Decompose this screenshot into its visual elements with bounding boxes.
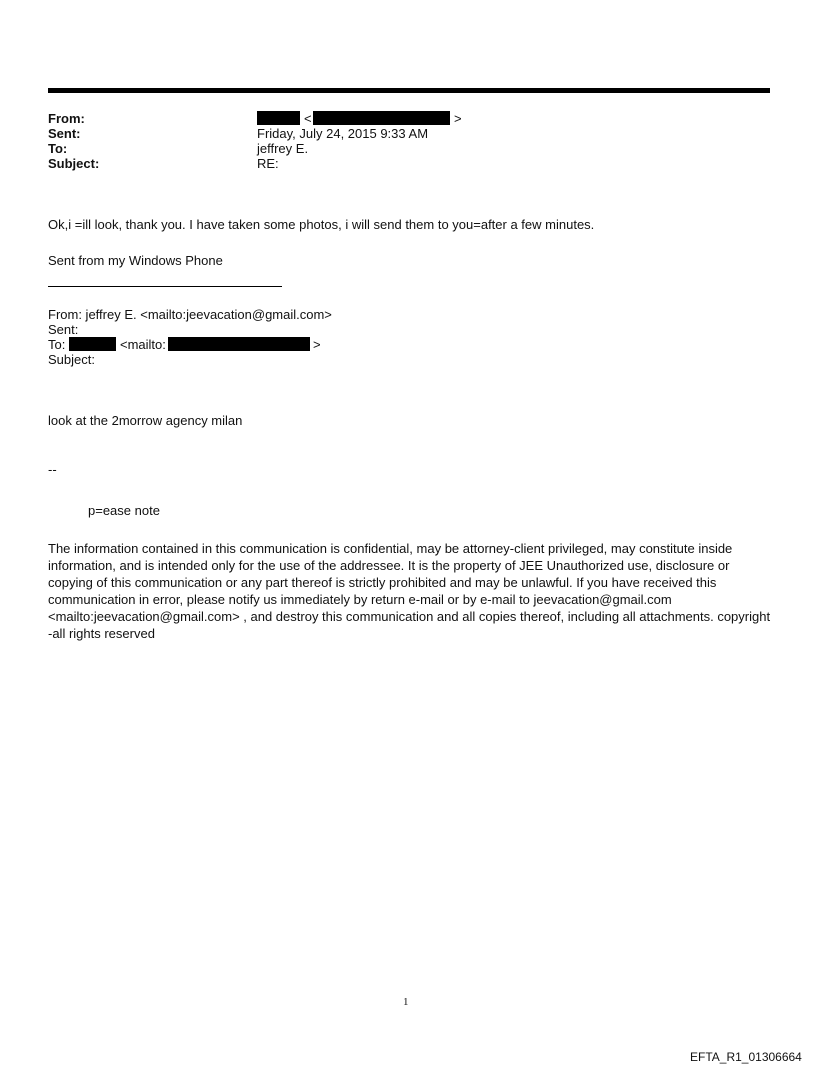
sent-label: Sent: [48,126,81,141]
disclaimer-text: The information contained in this communication is confidential, may be attorney-client privileged, may constitute inside information, and is intended only for the use of the addressee. It is the property of JEE Unauthorized use, disclosure or copying of this communication or any part thereof is strictly prohibited and may be unlawful. If you have received this communication in error, please notify us immediately by return e-mail or by e-mail to jeevacation@gmail.com <mailto:jeevacation@gmail.com> , and destroy this communication and all copies thereof, including all attachments. copyright -all rights reserved [48,541,771,641]
quoted-to-label: To: [48,337,66,352]
document-id: EFTA_R1_01306664 [690,1050,802,1064]
redaction-box [313,111,450,125]
from-gt: > [454,111,462,126]
sent-value: Friday, July 24, 2015 9:33 AM [257,126,429,141]
quote-separator [48,286,282,287]
page-number: 1 [403,996,409,1008]
quoted-to-mailto: <mailto: [120,337,166,352]
quoted-from: From: jeffrey E. <mailto:jeevacation@gmail.com> [48,307,332,322]
to-label: To: [48,141,68,156]
quoted-to-gt: > [313,337,321,352]
redaction-box [257,111,300,125]
quoted-sent: Sent: [48,322,79,337]
quoted-subject: Subject: [48,352,95,367]
to-value: jeffrey E. [257,141,309,156]
subject-value: RE: [257,156,279,171]
header-rule [48,88,770,93]
redaction-box [168,337,310,351]
signature-dashes: -- [48,462,57,477]
quoted-message: look at the 2morrow agency milan [48,413,243,428]
subject-label: Subject: [48,156,100,171]
redaction-box [69,337,116,351]
from-lt: < [304,111,312,126]
message-text: Ok,i =ill look, thank you. I have taken some photos, i will send them to you=after a few minutes. [48,217,595,232]
signature-text: Sent from my Windows Phone [48,253,223,268]
from-label: From: [48,111,85,126]
please-note: p=ease note [88,503,160,518]
